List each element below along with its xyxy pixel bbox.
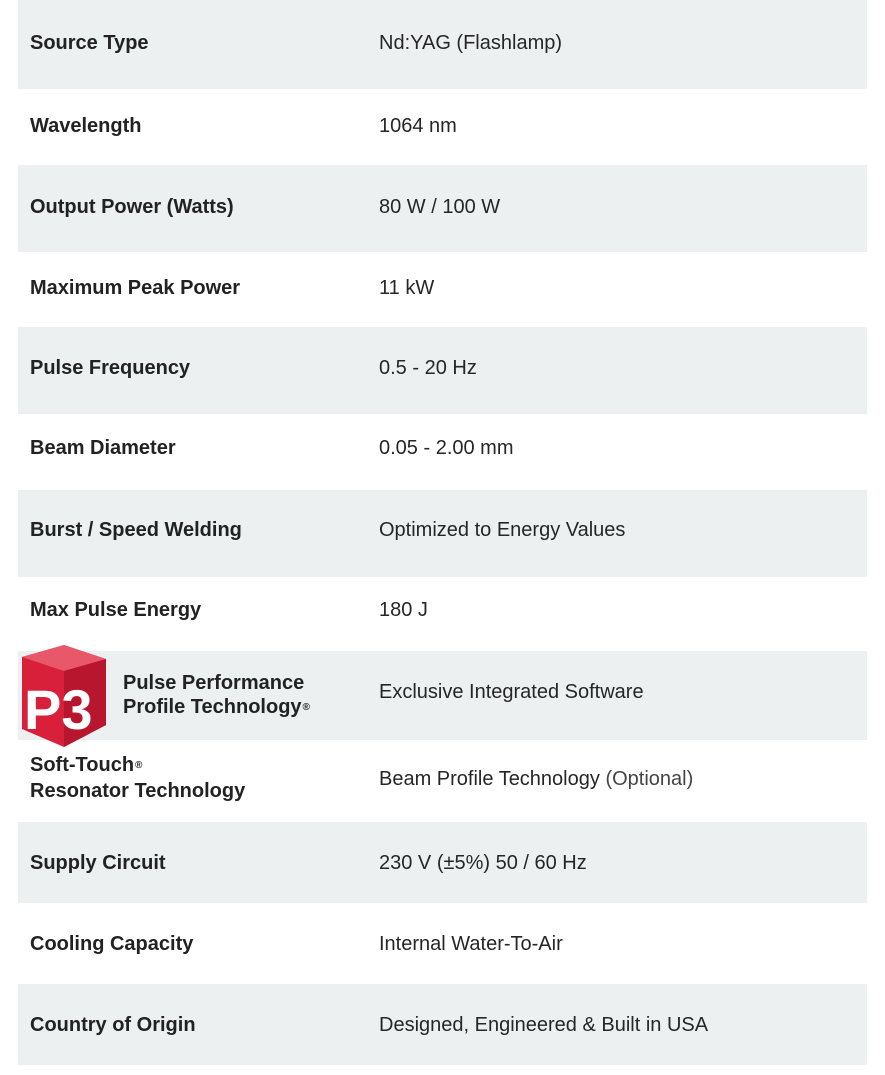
row-label: Pulse Frequency (30, 357, 191, 379)
row-value (379, 766, 693, 792)
row-label: Country of Origin (30, 1014, 196, 1036)
table-row (18, 327, 867, 414)
row-label: Maximum Peak Power (30, 277, 241, 299)
row-label: Cooling Capacity (30, 933, 194, 955)
label-line: Pulse Performance (123, 672, 305, 694)
row-value: 180 J (379, 599, 428, 621)
registered-mark: ® (135, 760, 143, 771)
value-main: Beam Profile Technology (379, 768, 600, 790)
value-note: (Optional) (605, 768, 694, 790)
table-row (18, 89, 867, 165)
table-row (18, 0, 867, 89)
row-label (123, 671, 310, 719)
row-value: 11 kW (379, 277, 435, 299)
row-label: Source Type (30, 32, 149, 54)
row-label (30, 752, 245, 804)
row-value: 0.5 - 20 Hz (379, 357, 477, 379)
registered-mark: ® (302, 702, 310, 713)
label-line: Profile Technology (123, 696, 302, 718)
row-label: Supply Circuit (30, 852, 166, 874)
row-value: Optimized to Energy Values (379, 519, 626, 541)
table-row (18, 984, 867, 1065)
table-row (18, 903, 867, 984)
label-line: Resonator Technology (30, 780, 246, 802)
row-value: 0.05 - 2.00 mm (379, 437, 514, 459)
row-label: Beam Diameter (30, 437, 176, 459)
table-row (18, 252, 867, 327)
row-value: Designed, Engineered & Built in USA (379, 1014, 709, 1036)
row-value: 1064 nm (379, 115, 457, 137)
row-value: Exclusive Integrated Software (379, 681, 644, 703)
table-row (18, 490, 867, 577)
table-row (18, 577, 867, 651)
table-row (18, 740, 867, 822)
row-value: Internal Water-To-Air (379, 933, 563, 955)
row-label: Wavelength (30, 115, 142, 137)
p3-logo-icon (2, 643, 108, 749)
row-value: 230 V (±5%) 50 / 60 Hz (379, 852, 587, 874)
table-row (18, 414, 867, 490)
row-label: Max Pulse Energy (30, 599, 202, 621)
row-value: 80 W / 100 W (379, 196, 501, 218)
svg-text:P3: P3 (24, 678, 93, 741)
row-label: Burst / Speed Welding (30, 519, 242, 541)
label-line: Soft-Touch (30, 754, 135, 776)
row-label: Output Power (Watts) (30, 196, 234, 218)
row-value: Nd:YAG (Flashlamp) (379, 32, 563, 54)
table-row (18, 165, 867, 252)
table-row (18, 651, 867, 740)
table-row (18, 822, 867, 903)
